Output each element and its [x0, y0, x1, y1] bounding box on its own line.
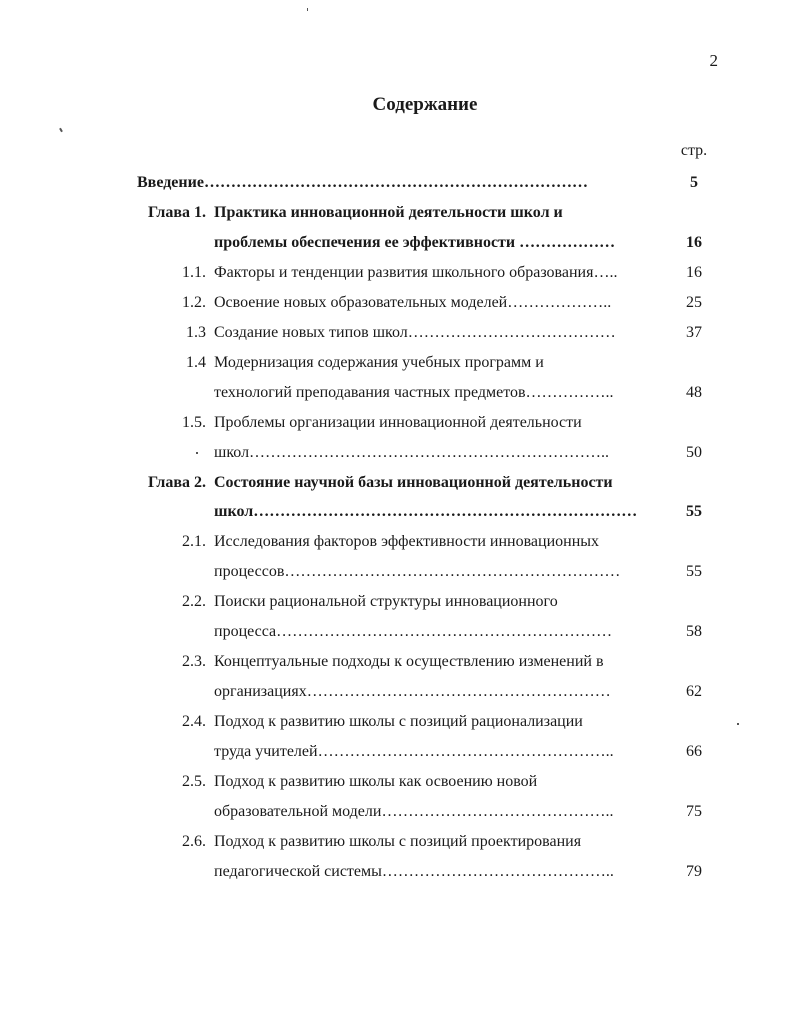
toc-page-number: 25 [686, 294, 702, 311]
toc-row [0, 351, 797, 375]
toc-entry-title: Освоение новых образовательных моделей……………….. [214, 294, 612, 311]
toc-entry-title: труда учителей……………………………………………….. [214, 743, 614, 760]
toc-entry-title: школ………………………………………………………….. [214, 444, 610, 461]
toc-page-number: 55 [686, 503, 702, 520]
toc-section-number: 2.1. [182, 533, 206, 550]
toc-entry-title: Состояние научной базы инновационной деятельности [214, 474, 613, 491]
toc-entry-title: Введение……………………………………………………………… [137, 174, 588, 191]
toc-page-number: 55 [686, 563, 702, 580]
toc-row [0, 770, 797, 794]
toc-entry-title: проблемы обеспечения ее эффективности ……………… [214, 234, 616, 251]
toc-entry-title: Факторы и тенденции развития школьного образования….. [214, 264, 618, 281]
toc-section-number: 1.2. [182, 294, 206, 311]
toc-section-number: 1.5. [182, 414, 206, 431]
toc-section-number: 1.1. [182, 264, 206, 281]
scan-speck [307, 8, 308, 11]
toc-section-number: Глава 2. [148, 474, 206, 491]
toc-entry-title: Исследования факторов эффективности инновационных [214, 533, 600, 550]
toc-section-number: 2.3. [182, 653, 206, 670]
toc-row [0, 500, 797, 524]
toc-row [0, 201, 797, 225]
toc-section-number: 2.4. [182, 713, 206, 730]
toc-section-number: 2.2. [182, 593, 206, 610]
toc-row [0, 441, 797, 465]
page-column-label: стр. [680, 142, 708, 159]
scan-speck [737, 723, 739, 725]
toc-entry-title: Подход к развитию школы как освоению новой [214, 773, 538, 790]
toc-row [0, 261, 797, 285]
toc-entry-title: Поиски рациональной структуры инновационного [214, 593, 558, 610]
toc-row [0, 530, 797, 554]
toc-row [0, 471, 797, 495]
toc-entry-title: Подход к развитию школы с позиций рационализации [214, 713, 583, 730]
toc-row [0, 590, 797, 614]
toc-entry-title: Практика инновационной деятельности школ и [214, 204, 563, 221]
toc-page-number: 5 [690, 174, 698, 191]
toc-row [0, 620, 797, 644]
toc-entry-title: процессов……………………………………………………… [214, 563, 621, 580]
page-title: Содержание [372, 94, 478, 115]
toc-page-number: 75 [686, 803, 702, 820]
toc-section-number: 2.6. [182, 833, 206, 850]
toc-entry-title: Модернизация содержания учебных программ и [214, 354, 544, 371]
toc-section-number: 1.3 [186, 324, 206, 341]
toc-section-number: 2.5. [182, 773, 206, 790]
toc-entry-title: школ……………………………………………………………… [214, 503, 638, 520]
toc-row [0, 171, 797, 195]
scan-speck [196, 452, 198, 454]
toc-page-number: 37 [686, 324, 702, 341]
toc-row [0, 800, 797, 824]
toc-entry-title: образовательной модели…………………………………….. [214, 803, 614, 820]
toc-row [0, 860, 797, 884]
toc-page-number: 16 [686, 234, 702, 251]
toc-page-number: 50 [686, 444, 702, 461]
toc-section-number: 1.4 [186, 354, 206, 371]
toc-page-number: 79 [686, 863, 702, 880]
toc-page-number: 48 [686, 384, 702, 401]
toc-page-number: 62 [686, 683, 702, 700]
toc-row [0, 740, 797, 764]
toc-row [0, 680, 797, 704]
toc-row [0, 321, 797, 345]
toc-row [0, 231, 797, 255]
toc-entry-title: Создание новых типов школ………………………………… [214, 324, 616, 341]
toc-row [0, 650, 797, 674]
toc-row [0, 291, 797, 315]
toc-entry-title: педагогической системы…………………………………….. [214, 863, 614, 880]
toc-entry-title: технологий преподавания частных предметов…………….. [214, 384, 614, 401]
toc-row [0, 560, 797, 584]
toc-row [0, 411, 797, 435]
toc-entry-title: Проблемы организации инновационной деятельности [214, 414, 582, 431]
scan-speck [59, 128, 63, 132]
toc-row [0, 710, 797, 734]
toc-page-number: 16 [686, 264, 702, 281]
page-number: 2 [709, 51, 718, 70]
toc-row [0, 381, 797, 405]
toc-section-number: Глава 1. [148, 204, 206, 221]
toc-entry-title: Подход к развитию школы с позиций проектирования [214, 833, 582, 850]
toc-page-number: 66 [686, 743, 702, 760]
toc-entry-title: Концептуальные подходы к осуществлению изменений в [214, 653, 604, 670]
toc-entry-title: процесса……………………………………………………… [214, 623, 613, 640]
toc-page-number: 58 [686, 623, 702, 640]
toc-row [0, 830, 797, 854]
toc-entry-title: организациях………………………………………………… [214, 683, 611, 700]
